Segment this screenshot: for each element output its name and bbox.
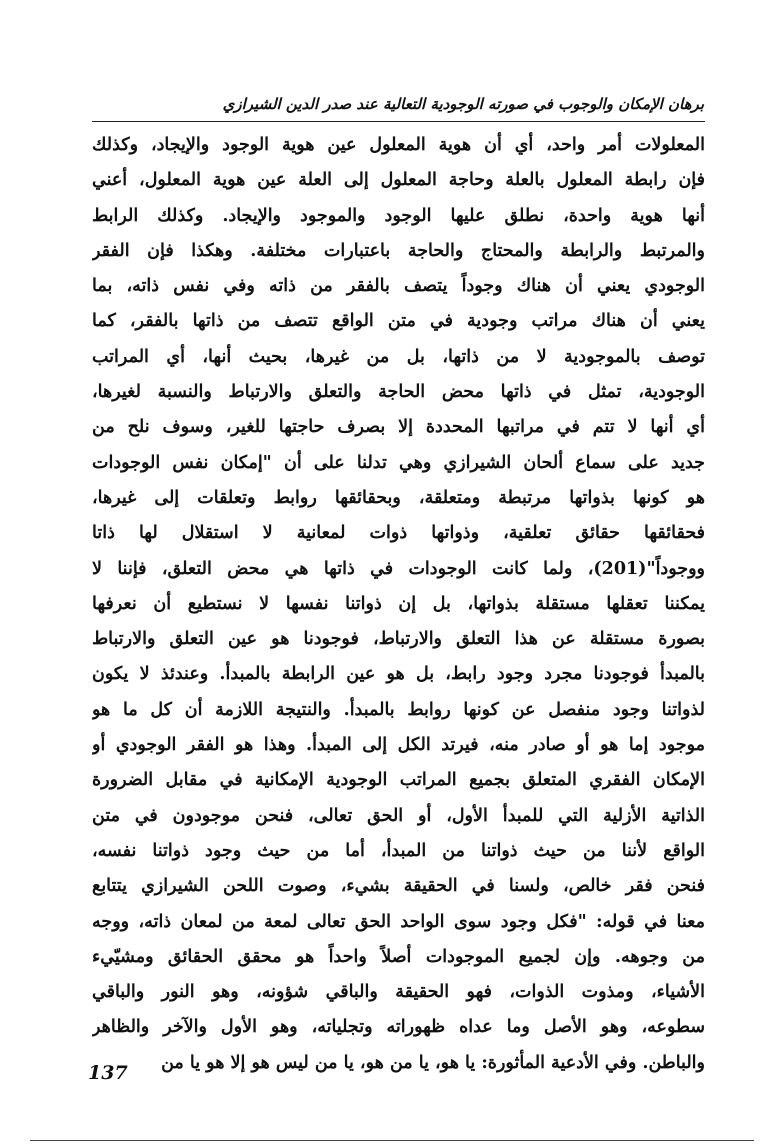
text-line: موجود إما هو أو صادر منه، فيرتد الكل إلى المبدأ. وهذا هو الفقر الوجودي أو	[92, 735, 705, 756]
text-line: فإن رابطة المعلول بالعلة وحاجة المعلول إلى العلة عين هوية المعلول، أعني	[92, 170, 705, 191]
text-line: الأشياء، ومذوت الذوات، فهو الحقيقة والباقي شؤونه، وهو النور والباقي	[92, 982, 705, 1003]
text-line: والمرتبط والرابطة والمحتاج والحاجة باعتبارات مختلفة. وهكذا فإن الفقر	[92, 240, 705, 261]
running-title: برهان الإمكان والوجوب في صورته الوجودية التعالية عند صدر الدين الشيرازي	[222, 95, 704, 113]
text-line: الوجودي يعني أن هناك وجوداً يتصف بالفقر من ذاته وفي نفس ذاته، بما	[92, 276, 705, 297]
text-line: لذواتنا وجود منفصل عن كونها روابط بالمبدأ. والنتيجة اللازمة أن كل ما هو	[92, 699, 705, 720]
text-line: المعلولات أمر واحد، أي أن هوية المعلول عين هوية الوجود والإيجاد، وكذلك	[92, 135, 705, 155]
text-line: فنحن فقر خالص، ولسنا في الحقيقة بشيء، وصوت اللحن الشيرازي يتتابع	[92, 876, 705, 897]
text-line: من وجوهه. وإن لجميع الموجودات أصلاً واحداً هو محقق الحقائق ومشيّيء	[92, 946, 705, 967]
text-line: أي أنها لا تتم في مراتبها المحددة إلا بصرف حاجتها للغير، وسوف نلح من	[92, 417, 705, 438]
text-line: بالمبدأ فوجودنا مجرد وجود رابط، بل هو عين الرابطة بالمبدأ. وعندئذ لا يكون	[92, 664, 705, 685]
text-line: الوجودية، تمثل في ذاتها محض الحاجة والتعلق والارتباط والنسبة لغيرها،	[92, 382, 705, 403]
text-line: والباطن. وفي الأدعية المأثورة: يا هو، يا من هو، يا من ليس هو إلا هو يا من	[161, 1052, 705, 1073]
text-line: جديد على سماع ألحان الشيرازي وهي تدلنا على أن "إمكان نفس الوجودات	[92, 452, 705, 473]
text-line: معنا في قوله: "فكل وجود سوى الواحد الحق تعالى لمعة من لمعان ذاته، ووجه	[92, 911, 705, 932]
text-line: فحقائقها حقائق تعلقية، وذواتها ذوات لمعانية لا استقلال لها ذاتا	[92, 523, 705, 544]
text-line: سطوعه، وهو الأصل وما عداه ظهوراته وتجلياته، وهو الأول والآخر والظاهر	[92, 1017, 705, 1038]
text-line: الإمكان الفقري المتعلق بجميع المراتب الوجودية الإمكانية في مقابل الضرورة	[92, 770, 705, 791]
text-line: يعني أن هناك مراتب وجودية في متن الواقع تتصف من ذاتها بالفقر، كما	[92, 311, 705, 332]
text-line: بصورة مستقلة عن هذا التعلق والارتباط، فوجودنا هو عين التعلق والارتباط	[92, 629, 705, 650]
header-rule	[92, 121, 705, 122]
text-line: توصف بالموجودية لا من ذاتها، بل من غيرها، بحيث أنها، أي المراتب	[92, 346, 705, 367]
text-line: هو كونها بذواتها مرتبطة ومتعلقة، وبحقائقها روابط وتعلقات إلى غيرها،	[92, 487, 705, 508]
text-line: ووجوداً"(201)، ولما كانت الوجودات في ذاتها هي محض التعلق، فإننا لا	[92, 558, 705, 579]
text-line: يمكننا تعقلها مستقلة بذواتها، بل إن ذواتنا نفسها لا نستطيع أن نعرفها	[92, 593, 705, 614]
page-number: 137	[88, 1062, 128, 1084]
text-line: الواقع لأننا من حيث ذواتنا من المبدأ، أما من حيث وجود ذواتنا نفسه،	[92, 840, 705, 861]
page-bottom-edge	[30, 1140, 754, 1141]
text-line: أنها هوية واحدة، نطلق عليها الوجود والموجود والإيجاد. وكذلك الرابط	[92, 205, 705, 226]
text-line: الذاتية الأزلية التي للمبدأ الأول، أو الحق تعالى، فنحن موجودون في متن	[92, 805, 705, 826]
body-text	[92, 128, 705, 1081]
